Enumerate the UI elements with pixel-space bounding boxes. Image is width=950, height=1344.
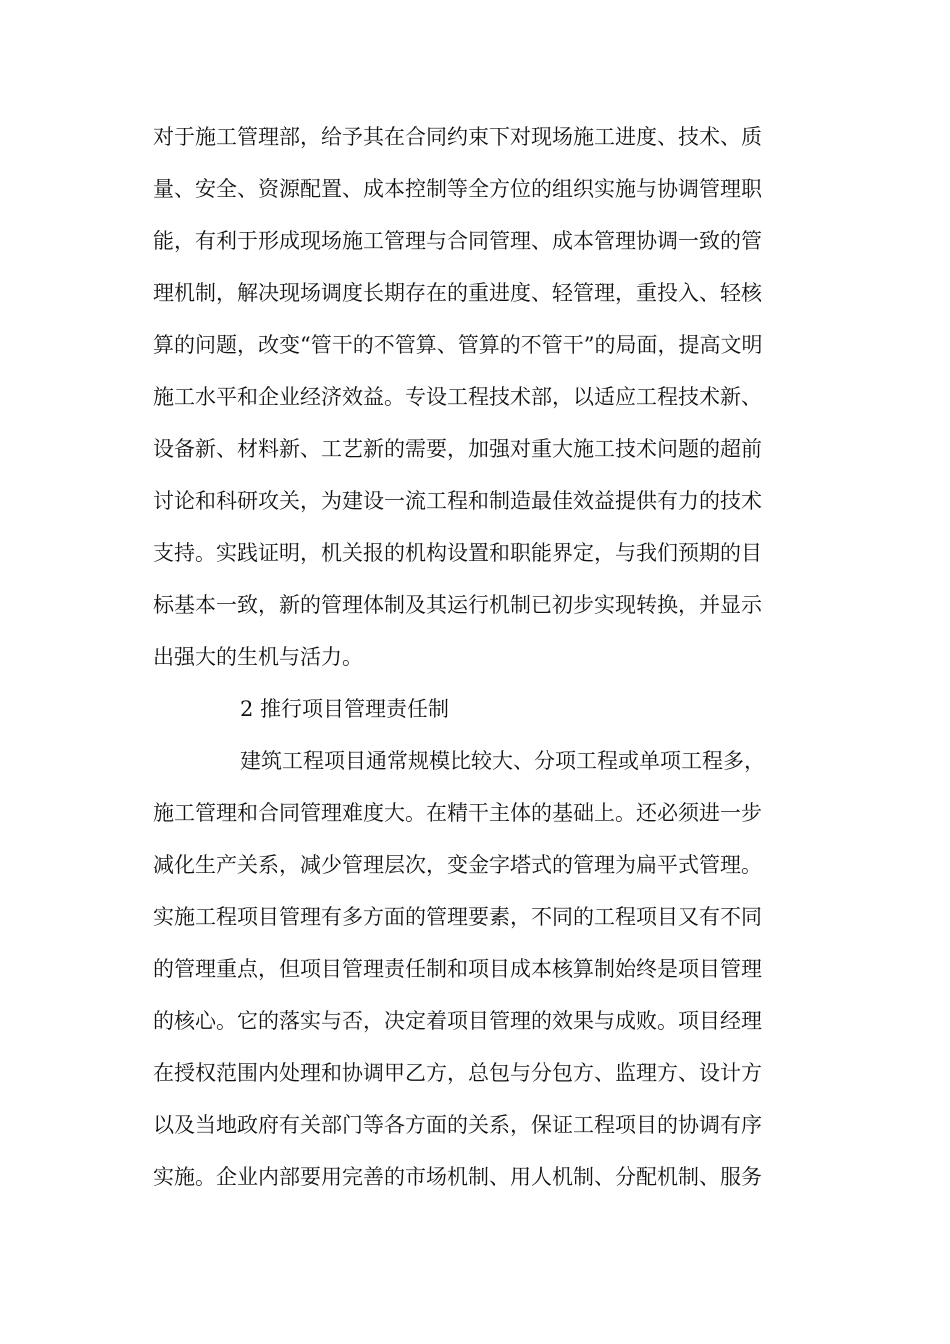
paragraph-line: 量、安全、资源配置、成本控制等全方位的组织实施与协调管理职 [153,177,762,201]
paragraph-line: 支持。实践证明，机关报的机构设置和职能界定，与我们预期的目 [153,541,762,565]
paragraph-line: 的核心。它的落实与否，决定着项目管理的效果与成败。项目经理 [153,1009,762,1033]
paragraph-line: 减化生产关系，减少管理层次，变金字塔式的管理为扁平式管理。 [153,853,762,877]
paragraph-line: 讨论和科研攻关，为建设一流工程和制造最佳效益提供有力的技术 [153,489,762,513]
paragraph-line: 施工管理和合同管理难度大。在精干主体的基础上。还必须进一步 [153,801,762,825]
paragraph-line: 的管理重点，但项目管理责任制和项目成本核算制始终是项目管理 [153,957,762,981]
paragraph-line: 算的问题，改变“管干的不管算、管算的不管干”的局面，提高文明 [153,333,763,357]
paragraph-line: 建筑工程项目通常规模比较大、分项工程或单项工程多， [240,749,765,773]
paragraph-line: 出强大的生机与活力。 [153,645,363,669]
paragraph-line: 以及当地政府有关部门等各方面的关系，保证工程项目的协调有序 [153,1113,762,1137]
paragraph-line: 设备新、材料新、工艺新的需要，加强对重大施工技术问题的超前 [153,437,762,461]
paragraph-line: 对于施工管理部，给予其在合同约束下对现场施工进度、技术、质 [153,125,762,149]
paragraph-line: 实施工程项目管理有多方面的管理要素，不同的工程项目又有不同 [153,905,762,929]
paragraph-line: 在授权范围内处理和协调甲乙方，总包与分包方、监理方、设计方 [153,1061,762,1085]
paragraph-line: 标基本一致，新的管理体制及其运行机制已初步实现转换，并显示 [153,593,762,617]
paragraph-line: 理机制，解决现场调度长期存在的重进度、轻管理，重投入、轻核 [153,281,762,305]
paragraph-line: 能，有利于形成现场施工管理与合同管理、成本管理协调一致的管 [153,229,762,253]
paragraph-line: 施工水平和企业经济效益。专设工程技术部，以适应工程技术新、 [153,385,762,409]
section-heading: 2 推行项目管理责任制 [240,697,450,721]
paragraph-line: 实施。企业内部要用完善的市场机制、用人机制、分配机制、服务 [153,1165,762,1189]
